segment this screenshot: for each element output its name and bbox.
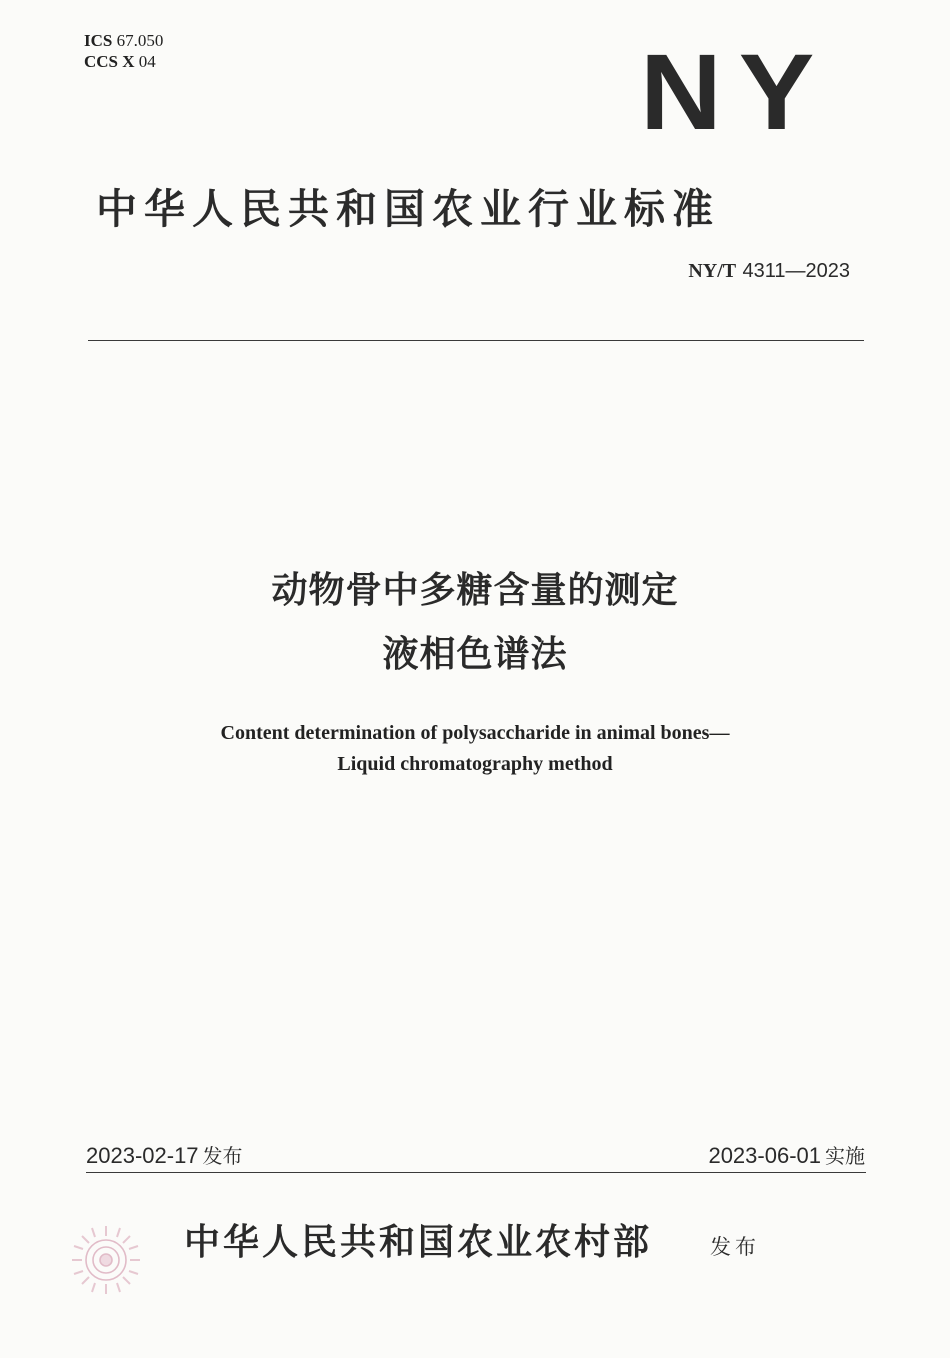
- title-en-line2: Liquid chromatography method: [337, 753, 613, 775]
- classification-codes: [84, 30, 163, 72]
- issue-date-value: 2023-02-17: [86, 1143, 199, 1168]
- ccs-label: CCS X: [84, 52, 135, 71]
- emblem-seal-icon: [68, 1222, 144, 1298]
- title-cn-line2: 液相色谱法: [382, 634, 568, 675]
- standard-number: [688, 258, 850, 283]
- implementation-date-value: 2023-06-01: [708, 1143, 821, 1168]
- issuer-action: 发布: [710, 1235, 760, 1259]
- top-divider: [88, 340, 864, 341]
- implementation-date-suffix: 实施: [825, 1144, 865, 1168]
- issue-date: [86, 1140, 243, 1169]
- standard-number-value: 4311—2023: [742, 260, 850, 282]
- ny-logo: NY: [640, 31, 832, 152]
- bottom-divider: [86, 1172, 866, 1173]
- standard-title: 中华人民共和国农业行业标准: [96, 185, 720, 233]
- ccs-code: 04: [138, 52, 156, 71]
- issue-date-suffix: 发布: [202, 1144, 243, 1168]
- implementation-date: [708, 1140, 865, 1169]
- issuer-name: 中华人民共和国农业农村部: [184, 1221, 653, 1263]
- title-en-line1: Content determination of polysaccharide in animal bones—: [220, 722, 730, 744]
- standard-number-prefix: NY/T: [688, 260, 737, 282]
- ics-code: 67.050: [116, 31, 164, 50]
- ccs-line: [84, 51, 163, 72]
- ics-label: ICS: [84, 31, 113, 50]
- title-cn-line1: 动物骨中多糖含量的测定: [271, 570, 679, 611]
- ics-line: [84, 30, 163, 51]
